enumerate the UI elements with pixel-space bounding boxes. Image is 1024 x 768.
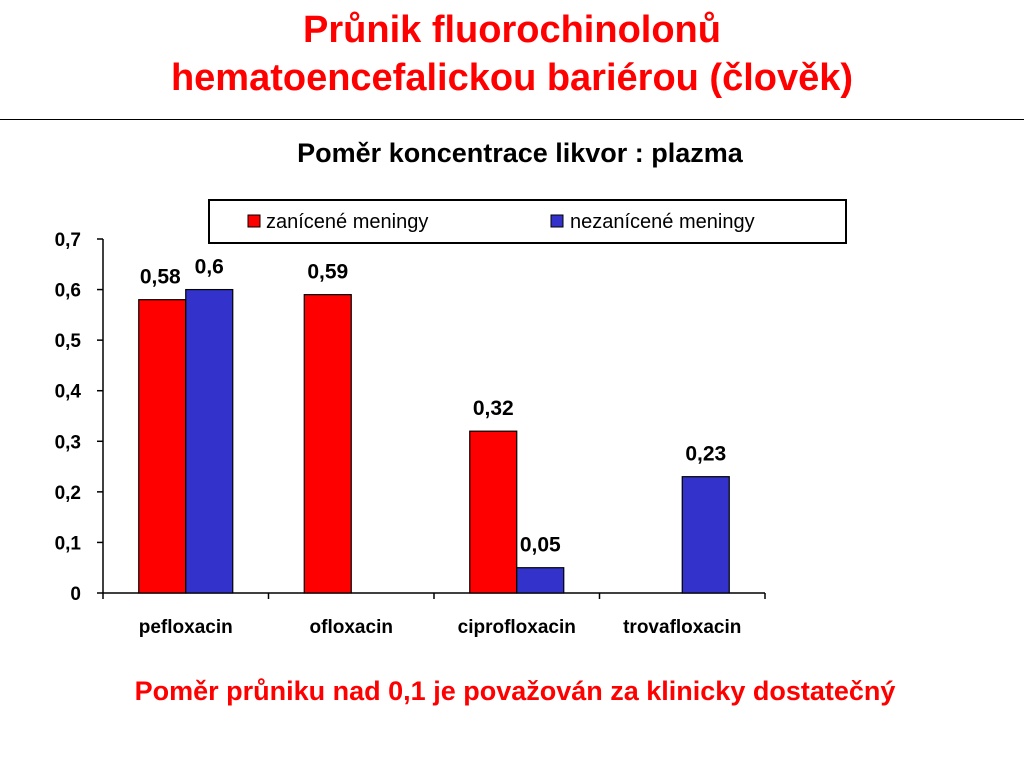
y-tick-label: 0,5 [54, 331, 81, 353]
bar [139, 300, 186, 593]
chart-title: Poměr koncentrace likvor : plazma [297, 138, 743, 168]
bar [517, 568, 564, 593]
legend-label: zanícené meningy [266, 211, 429, 233]
bar [470, 431, 517, 593]
y-tick-label: 0,4 [54, 381, 81, 403]
legend-swatch [551, 215, 563, 227]
y-tick-label: 0,3 [54, 432, 81, 454]
y-tick-label: 0,2 [54, 482, 81, 504]
x-tick-label: ciprofloxacin [457, 617, 576, 638]
data-label: 0,23 [685, 442, 727, 466]
y-tick-label: 0,6 [54, 280, 81, 302]
data-label: 0,6 [194, 255, 224, 279]
footer-note: Poměr průniku nad 0,1 je považován za klinicky dostatečný [134, 676, 896, 706]
x-tick-label: pefloxacin [138, 617, 233, 638]
y-tick-label: 0,1 [54, 533, 81, 555]
bar [186, 290, 233, 593]
slide-title-line2: hematoencefalickou bariérou (člověk) [170, 57, 854, 99]
bar [682, 477, 729, 593]
data-label: 0,32 [472, 397, 514, 421]
y-tick-label: 0 [70, 584, 81, 605]
x-tick-label: trovafloxacin [623, 617, 742, 638]
data-label: 0,59 [307, 260, 349, 284]
x-tick-label: ofloxacin [309, 617, 393, 638]
data-label: 0,05 [519, 533, 561, 557]
bar [304, 295, 351, 593]
slide-title-line1: Průnik fluorochinolonů [303, 9, 721, 51]
y-tick-label: 0,7 [54, 230, 81, 251]
legend-swatch [248, 215, 260, 227]
data-label: 0,58 [139, 265, 181, 289]
legend-label: nezanícené meningy [570, 211, 755, 233]
